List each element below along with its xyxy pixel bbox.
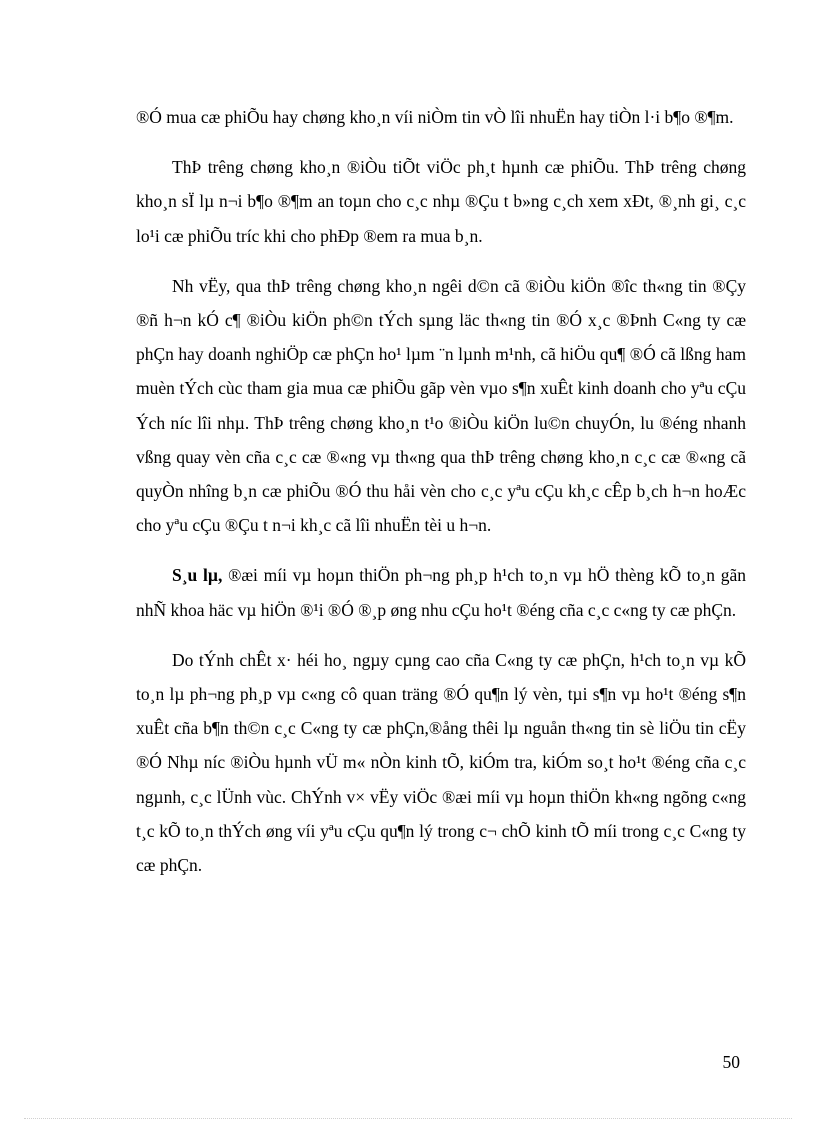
paragraph	[136, 558, 746, 626]
paragraph-continuation	[136, 100, 746, 134]
paragraph-text: ®Ó mua cæ phiÕu hay chøng kho¸n víi niÒm tin vÒ lîi nhuËn hay tiÒn l·i b¶o ®¶m.	[136, 107, 734, 127]
paragraph-lead-bold: S¸u lµ,	[172, 565, 223, 586]
body-text	[136, 100, 746, 898]
paragraph-text: ®æi míi vµ hoµn thiÖn ph¬ng ph¸p h¹ch to¸n vµ hÖ thèng kÕ to¸n gãn nhÑ khoa häc vµ hiÖn ®¹i ®Ó ®¸p øng nhu cÇu ho¹t ®éng cña c¸c c«ng ty cæ phÇn.	[136, 565, 746, 620]
paragraph	[136, 150, 746, 253]
paragraph-text: ThÞ trêng chøng kho¸n ®iÒu tiÕt viÖc ph¸t hµnh cæ phiÕu. ThÞ trêng chøng kho¸n sÏ lµ n¬i b¶o ®¶m an toµn cho c¸c nhµ ®Çu t b»ng c¸ch xem xÐt, ®¸nh gi¸ c¸c lo¹i cæ phiÕu tríc khi cho phÐp ®em ra mua b¸n.	[136, 157, 746, 246]
paragraph-text: Nh vËy, qua thÞ trêng chøng kho¸n ngêi d©n cã ®iÒu kiÖn ®îc th«ng tin ®Çy ®ñ h¬n kÓ c¶ ®iÒu kiÖn ph©n tÝch sµng läc th«ng tin ®Ó x¸c ®Þnh C«ng ty cæ phÇn hay doanh nghiÖp cæ phÇn ho¹ lµm ¨n lµnh m¹nh, cã hiÖu qu¶ ®Ó cã lßng ham muèn tÝch cùc tham gia mua cæ phiÕu gãp vèn vµo s¶n xuÊt kinh doanh cho yªu cÇu Ých níc lîi nhµ. ThÞ trêng chøng kho¸n t¹o ®iÒu kiÖn lu©n chuyÓn, lu ®éng nhanh vßng quay vèn cña c¸c cæ ®«ng vµ th«ng qua thÞ trêng chøng kho¸n c¸c cæ ®«ng cã quyÒn nhîng b¸n cæ phiÕu ®Ó thu håi vèn cho c¸c yªu cÇu kh¸c cÊp b¸ch h¬n hoÆc cho yªu cÇu ®Çu t n¬i kh¸c cã lîi nhuËn tèi u h¬n.	[136, 275, 746, 536]
paragraph	[136, 643, 746, 882]
paragraph-text: Do tÝnh chÊt x· héi ho¸ ngµy cµng cao cña C«ng ty cæ phÇn, h¹ch to¸n vµ kÕ to¸n lµ ph¬ng ph¸p vµ c«ng cô quan träng ®Ó qu¶n lý vèn, tµi s¶n vµ ho¹t ®éng s¶n xuÊt cña b¶n th©n c¸c C«ng ty cæ phÇn,®ång thêi lµ nguån th«ng tin sè liÖu tin cËy ®Ó Nhµ níc ®iÒu hµnh vÜ m« nÒn kinh tÕ, kiÓm tra, kiÓm so¸t ho¹t ®éng cña c¸c ngµnh, c¸c lÜnh vùc. ChÝnh v× vËy viÖc ®æi míi vµ hoµn thiÖn kh«ng ngõng c«ng t¸c kÕ to¸n thÝch øng víi yªu cÇu qu¶n lý trong c¬ chÕ kinh tÕ míi trong c¸c C«ng ty cæ phÇn.	[136, 649, 746, 876]
paragraph	[136, 269, 746, 543]
page-number: 50	[722, 1052, 740, 1072]
page-bottom-divider	[24, 1118, 792, 1119]
